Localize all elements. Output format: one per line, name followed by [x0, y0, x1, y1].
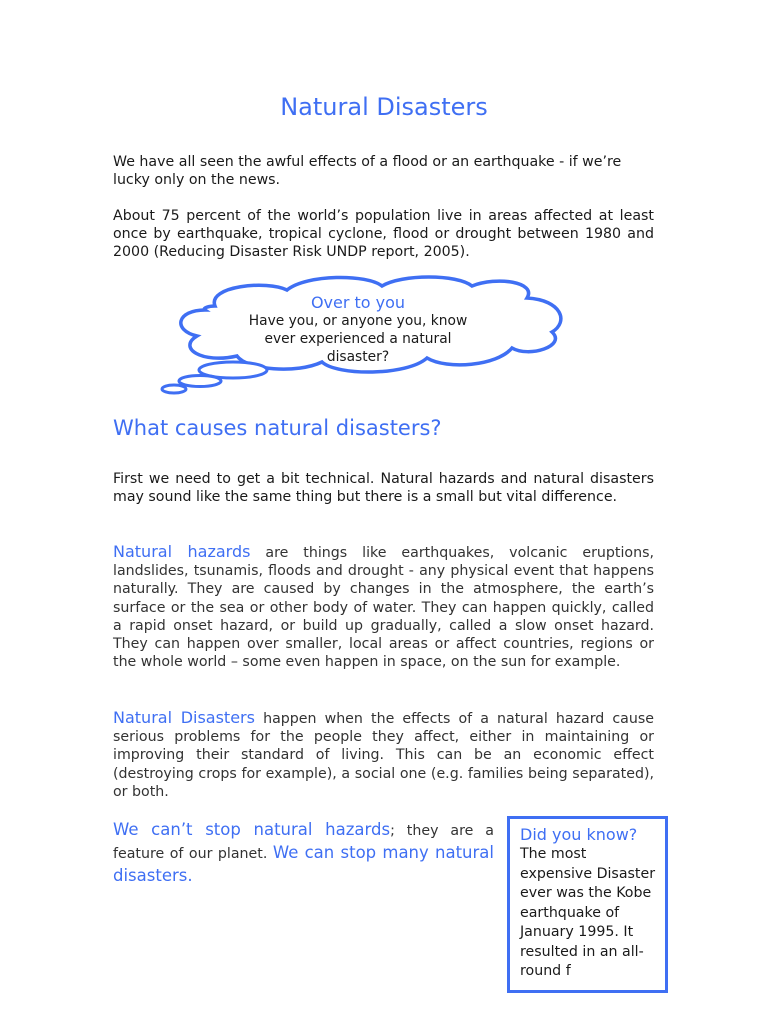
cant-stop-text: We can’t stop natural hazards: [113, 820, 391, 839]
natural-disasters-text: happen when the effects of a natural hazard cause serious problems for the people they affect, either in maintaining or improving their standard of living. This can be an economic effect (destroying crops for example), a social one (e.g. families being separated), or both.: [113, 711, 654, 800]
feature-text: ; they are a feature of our planet.: [113, 823, 494, 862]
natural-disasters-paragraph: [113, 709, 654, 801]
cloud-body: Have you, or anyone you, know ever experienced a natural disaster?: [248, 313, 468, 365]
did-you-know-box: [507, 816, 668, 993]
stop-disasters-paragraph: [113, 819, 494, 888]
natural-hazards-text: are things like earthquakes, volcanic eruptions, landslides, tsunamis, floods and drought - any physical event that happens naturally. They are caused by changes in the atmosphere, the earth’s surface or the sea or other body of water. They can happen quickly, called a rapid onset hazard, or build up gradually, called a slow onset hazard. They can happen over smaller, local areas or affect countries, regions or the whole world – some even happen in space, on the sun for example.: [113, 545, 655, 671]
intro-paragraph-2: About 75 percent of the world’s population live in areas affected at least once by earthquake, tropical cyclone, flood or drought between 1980 and 2000 (Reducing Disaster Risk UNDP report, 2005).: [113, 208, 654, 261]
natural-hazards-paragraph: [113, 543, 654, 671]
intro-paragraph-1: We have all seen the awful effects of a flood or an earthquake - if we’re lucky only on the news.: [113, 154, 622, 189]
cloud-callout: [242, 293, 474, 366]
page-title: Natural Disasters: [280, 93, 488, 121]
section-paragraph-1: First we need to get a bit technical. Natural hazards and natural disasters may sound like the same thing but there is a small but vital difference.: [113, 471, 654, 506]
cloud-title: Over to you: [310, 293, 406, 312]
natural-hazards-term: Natural hazards: [113, 542, 251, 561]
section-heading: What causes natural disasters?: [113, 416, 442, 440]
did-you-know-body: The most expensive Disaster ever was the Kobe earthquake of January 1995. It resulted in an all-round f: [520, 846, 656, 979]
did-you-know-title: Did you know?: [520, 825, 638, 844]
can-stop-text: We can stop many natural disasters.: [113, 843, 494, 885]
natural-disasters-term: Natural Disasters: [113, 708, 255, 727]
